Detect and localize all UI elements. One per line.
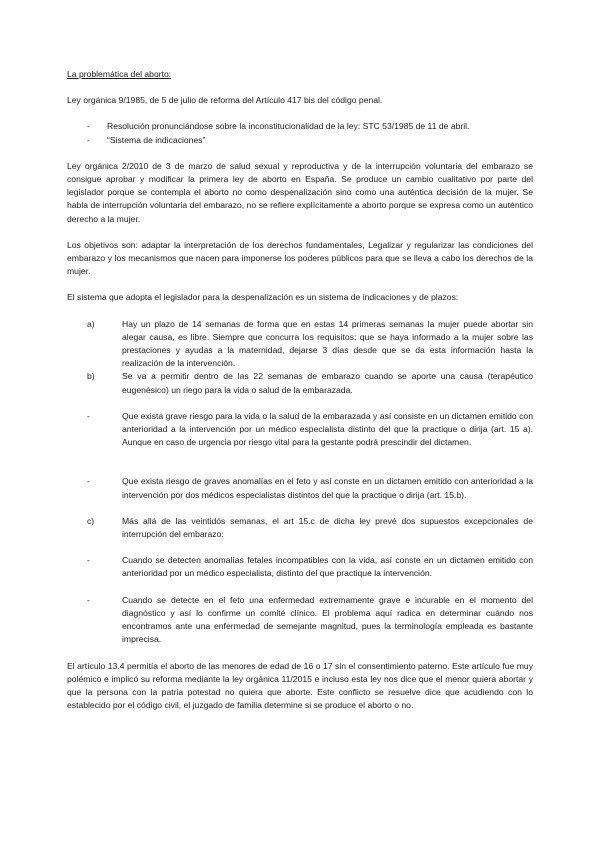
list-item bbox=[67, 475, 533, 501]
item-marker: a) bbox=[87, 318, 95, 329]
law-1985-bullets bbox=[67, 120, 533, 146]
bullet-dash: - bbox=[87, 555, 90, 566]
system-paragraph: El sistema que adopta el legislador para la despenalización es un sistema de indicaciones y de plazos: bbox=[67, 292, 459, 303]
bullet-text: Resolución pronunciándose sobre la inconstitucionalidad de la ley: STC 53/1985 de 11 de abril. bbox=[107, 121, 470, 132]
law-1985-paragraph: Ley orgánica 9/1985, de 5 de julio de reforma del Artículo 417 bis del código penal. bbox=[67, 95, 383, 106]
item-marker: b) bbox=[87, 371, 95, 382]
list-item bbox=[67, 554, 533, 580]
bullet-dash: - bbox=[87, 594, 90, 605]
item-marker: c) bbox=[87, 515, 95, 526]
article-13-4-paragraph: El artículo 13.4 permitía el aborto de las menores de edad de 16 o 17 sin el consentimiento paterno. Este artículo fue muy polémico e implicó su reforma mediante la ley orgánica 11/2015 e incluso esta ley nos dice que el menor quiera abortar y que la persona con la patria potestad no quiera que aborte. Este conflicto se resuelve dice que acudiendo con lo establecido por el código civil, el juzgado de familia determine si se produce el aborto o no. bbox=[67, 660, 533, 711]
bullet-dash: - bbox=[87, 121, 90, 132]
list-item bbox=[67, 594, 533, 647]
bullet-text: Que exista riesgo de graves anomalías en el feto y así conste en un dictamen emitido con anterioridad a la intervención por dos médicos especialistas distintos del que la practique o dirija (art. 15.b). bbox=[122, 476, 533, 500]
list-item-c bbox=[67, 515, 533, 541]
list-item bbox=[67, 120, 533, 133]
item-text: Hay un plazo de 14 semanas de forma que en estas 14 primeras semanas la mujer puede abortar sin alegar causa, es libre. Siempre que concurra los requisitos: que se haya informado a la mujer sobre las prestaciones y ayudas a la maternidad, dejarse 3 días desde que se da esta información hasta la realización de la intervención. bbox=[122, 318, 533, 369]
bullet-dash: - bbox=[87, 476, 90, 487]
law-2010-paragraph: Ley orgánica 2/2010 de 3 de marzo de salud sexual y reproductiva y de la interrupción voluntaria del embarazo se consigue aprobar y modificar la primera ley de aborto en España. Se produce un cambio cualitativo por parte del legislador porque se contempla el aborto no como despenalización sino como una auténtica decisión de la mujer. Se habla de interrupción voluntaria del embarazo, no se refiere explícitamente a aborto porque se expresa como un auténtico derecho a la mujer. bbox=[67, 160, 533, 224]
bullet-dash: - bbox=[87, 134, 90, 145]
list-item-a bbox=[67, 318, 533, 371]
list-item-b bbox=[67, 370, 533, 396]
objectives-paragraph: Los objetivos son: adaptar la interpretación de los derechos fundamentales, Legalizar y regularizar las condiciones del embarazo y los mecanismos que nacen para imponerse los poderes públicos para que se lleva a cabo los derechos de la mujer. bbox=[67, 239, 533, 277]
bullet-text: Cuando se detecten anomalías fetales incompatibles con la vida, así conste en un dictamen emitido con anterioridad por un médico especialista, distinto del que practique la intervención. bbox=[122, 555, 533, 579]
item-text: Más allá de las veintidós semanas, el art 15.c de dicha ley prevé dos supuestos excepcionales de interrupción del embarazo: bbox=[122, 515, 533, 540]
item-text: Se va a permitir dentro de las 22 semanas de embarazo cuando se aporte una causa (terapéutico eugenésico) un riego para la vida o salud de la embarazada. bbox=[122, 371, 533, 395]
list-item bbox=[67, 134, 533, 147]
bullet-text: Cuando se detecte en el feto una enfermedad extremamente grave e incurable en el momento del diagnóstico y así lo confirme un comité clínico. El problema aquí radica en determinar cuándo nos encontramos ante una enfermedad de semejante magnitud, pues la terminología empleada es bastante imprecisa. bbox=[122, 594, 533, 645]
document-title: La problemática del aborto: bbox=[67, 69, 172, 79]
indications-list bbox=[67, 318, 533, 647]
bullet-text: Que exista grave riesgo para la vida o la salud de la embarazada y así consiste en un dictamen emitido con anterioridad a la intervención por un médico especialista distinto del que la practique o dirija (art. 15 a). Aunque en caso de urgencia por riesgo vital para la gestante podrá prescindir del dictamen. bbox=[122, 410, 533, 448]
bullet-text: “Sistema de indicaciones” bbox=[107, 134, 206, 145]
bullet-dash: - bbox=[87, 410, 90, 421]
list-item bbox=[67, 410, 533, 450]
